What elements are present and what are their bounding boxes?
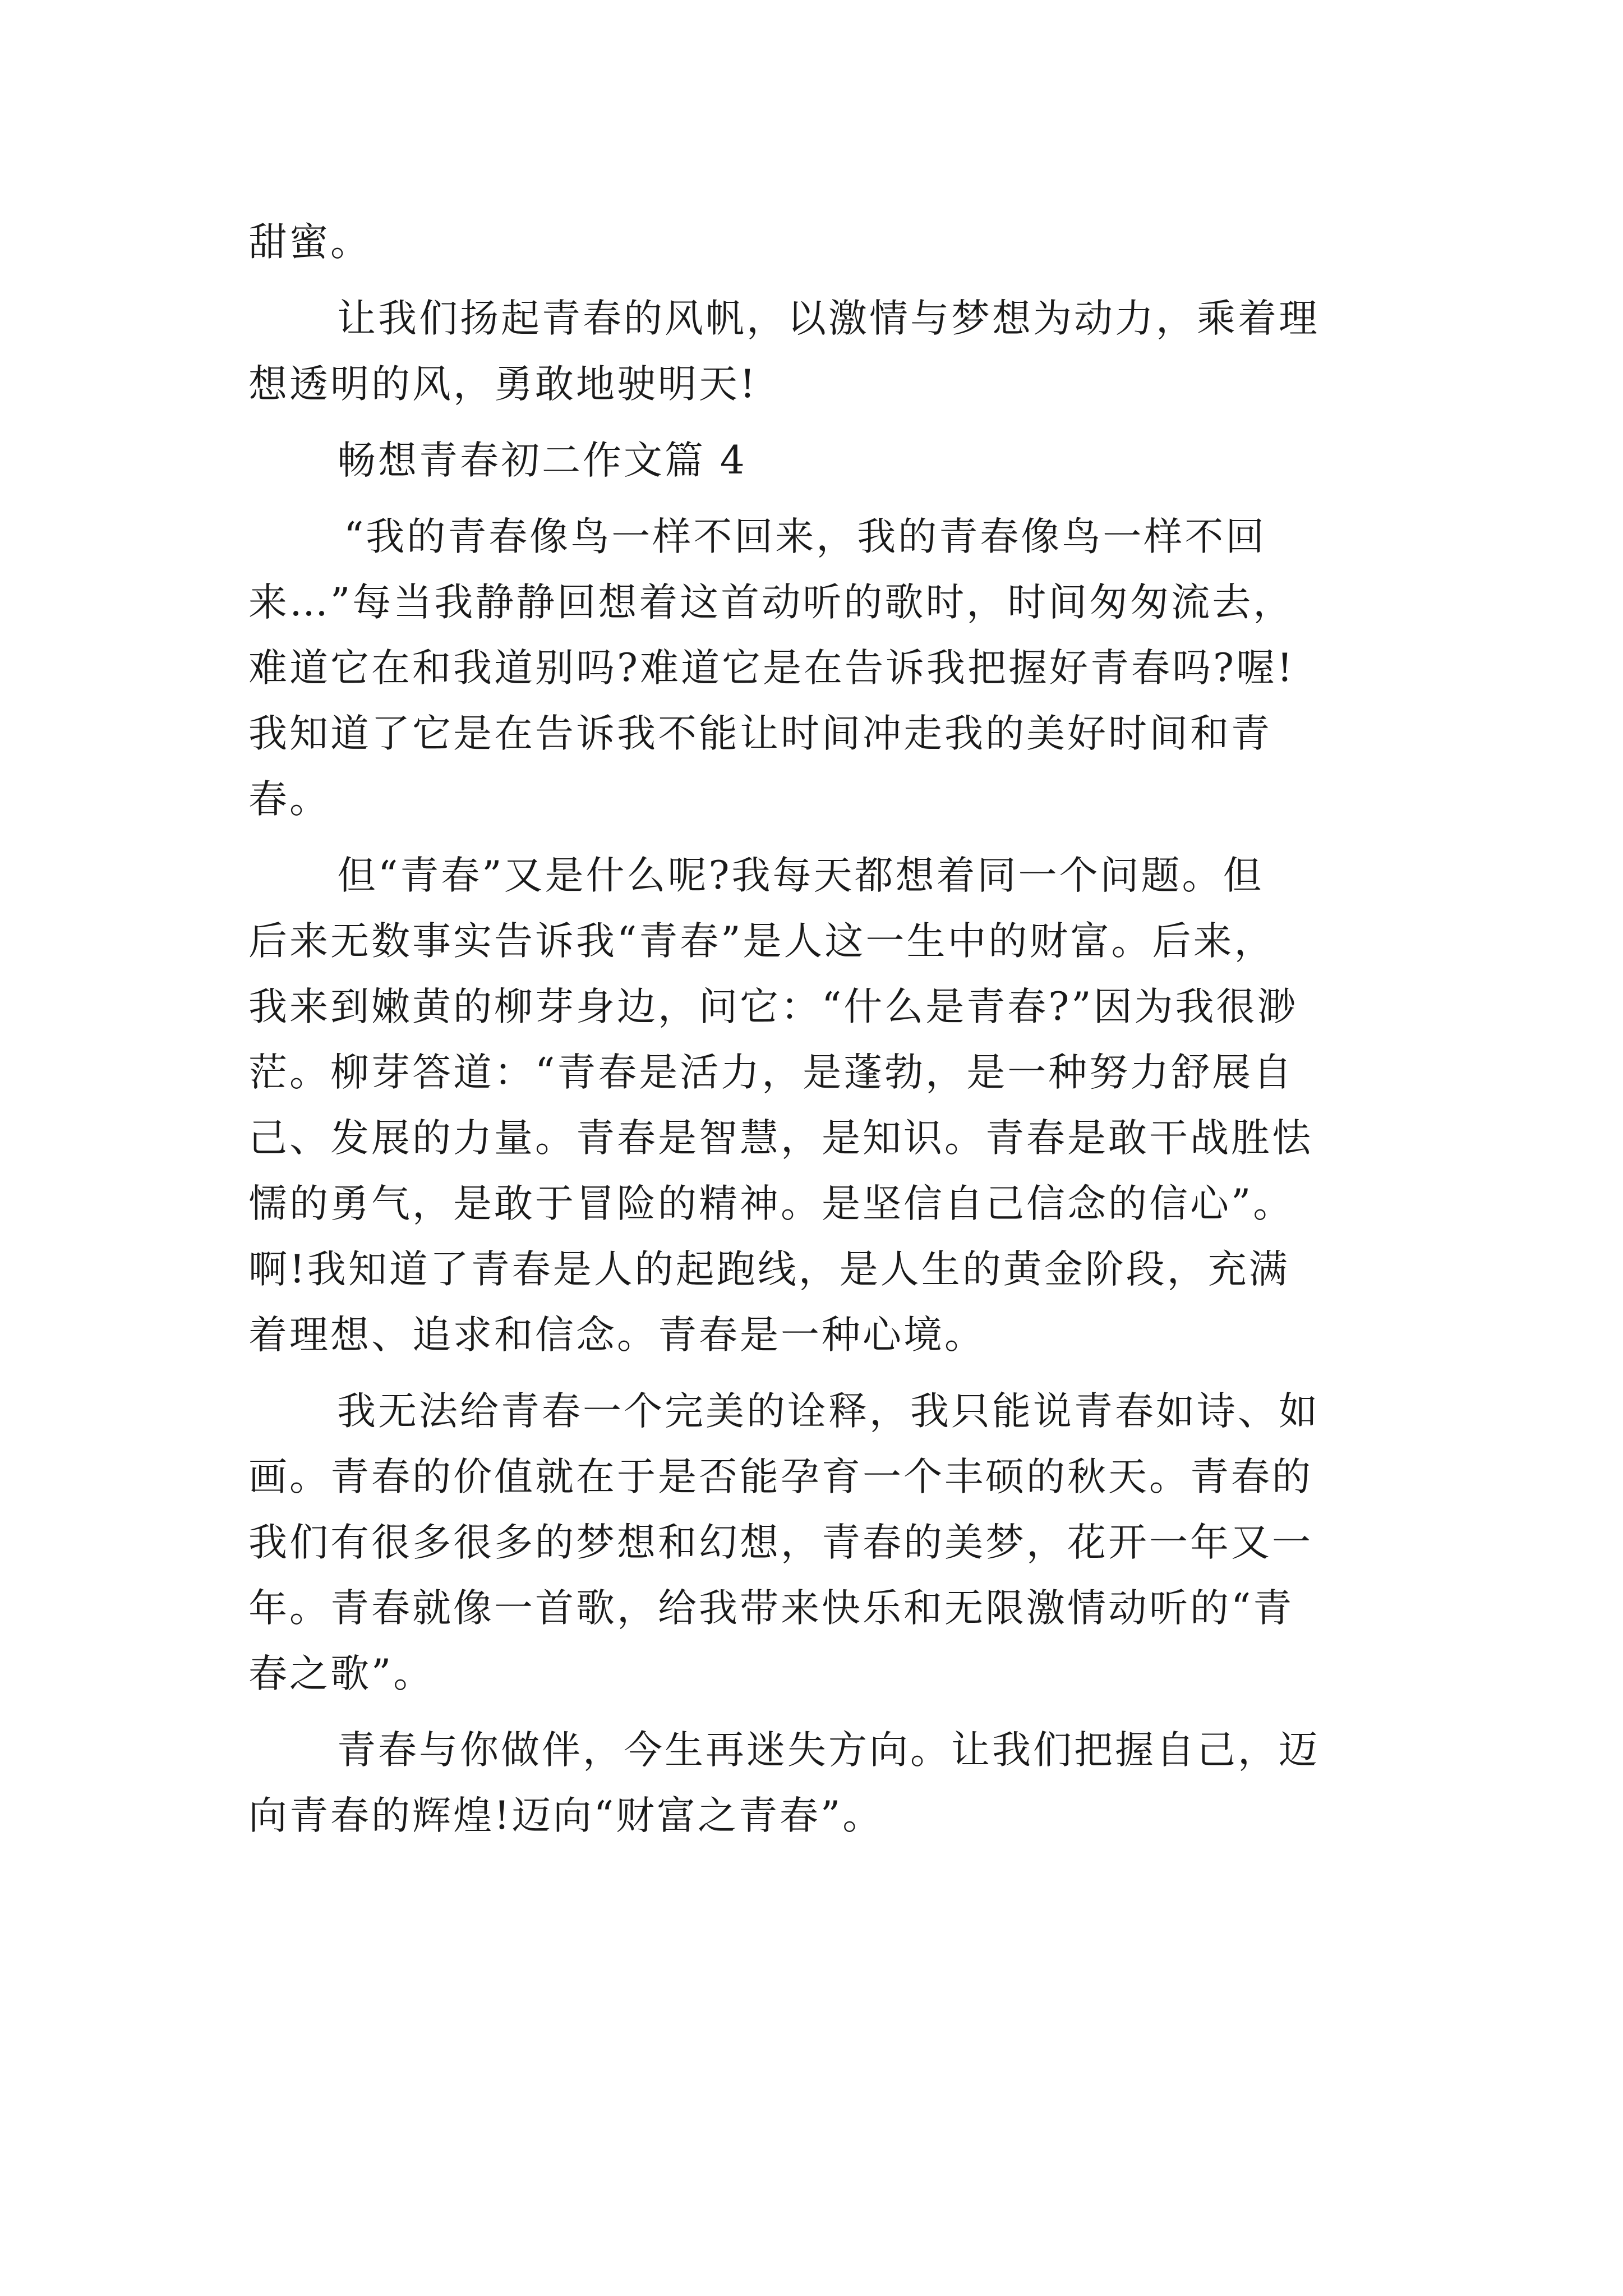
text-line: 后来无数事实告诉我“青春”是人这一生中的财富。后来， — [248, 919, 1275, 964]
text-line: 着理想、追求和信念。青春是一种心境。 — [248, 1313, 985, 1358]
text-line: “我的青春像鸟一样不回来，我的青春像鸟一样不回 — [344, 514, 1267, 559]
text-line: 让我们扬起青春的风帆，以激情与梦想为动力，乘着理 — [337, 296, 1320, 341]
text-line: 但“青春”又是什么呢?我每天都想着同一个问题。但 — [337, 853, 1264, 898]
text-line: 春。 — [248, 777, 330, 822]
text-line: 己、发展的力量。青春是智慧，是知识。青春是敢干战胜怯 — [248, 1116, 1313, 1161]
text-line: 年。青春就像一首歌，给我带来快乐和无限激情动听的“青 — [248, 1586, 1294, 1631]
text-line: 茫。柳芽答道：“青春是活力，是蓬勃，是一种努力舒展自 — [248, 1050, 1294, 1095]
text-line: 来…”每当我静静回想着这首动听的歌时，时间匆匆流去， — [248, 580, 1294, 625]
text-line: 想透明的风，勇敢地驶明天! — [248, 362, 758, 407]
text-line: 我无法给青春一个完美的诠释，我只能说青春如诗、如 — [337, 1389, 1320, 1434]
text-line: 向青春的辉煌!迈向“财富之青春”。 — [248, 1793, 884, 1838]
section-heading: 畅想青春初二作文篇 4 — [337, 438, 747, 483]
text-line: 春之歌”。 — [248, 1651, 435, 1696]
text-line: 画。青春的价值就在于是否能孕育一个丰硕的秋天。青春的 — [248, 1455, 1313, 1499]
text-line: 我知道了它是在告诉我不能让时间冲走我的美好时间和青 — [248, 711, 1272, 756]
text-line: 我来到嫩黄的柳芽身边，问它：“什么是青春?”因为我很渺 — [248, 984, 1298, 1029]
text-line: 我们有很多很多的梦想和幻想，青春的美梦，花开一年又一 — [248, 1520, 1313, 1565]
text-line: 懦的勇气，是敢于冒险的精神。是坚信自己信念的信心”。 — [248, 1181, 1294, 1226]
text-line: 啊!我知道了青春是人的起跑线，是人生的黄金阶段，充满 — [248, 1247, 1290, 1292]
text-line: 甜蜜。 — [248, 220, 371, 265]
text-line: 难道它在和我道别吗?难道它是在告诉我把握好青春吗?喔! — [248, 646, 1295, 691]
text-line: 青春与你做伴，今生再迷失方向。让我们把握自己，迈 — [337, 1728, 1320, 1773]
